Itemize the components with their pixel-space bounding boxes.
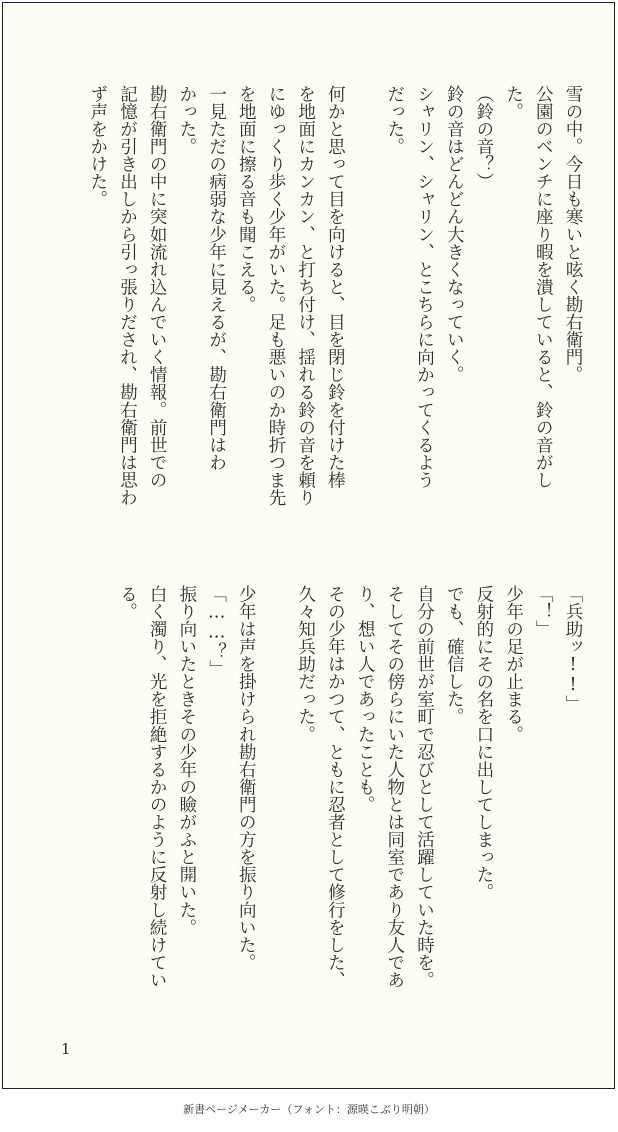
text-line: 「兵助ッ!!」: [563, 585, 583, 713]
text-line: その少年はかつて、ともに忍者として修行をした、: [325, 585, 346, 989]
text-line: 記憶が引き出しから引っ張りだされ、勘右衛門は思わ: [117, 85, 138, 507]
lower-text-block: [112, 585, 587, 1025]
text-line: [349, 85, 379, 540]
text-line: を地面に擦る音も聞こえる。: [236, 85, 257, 314]
text-line: 少年は声を掛けられ勘右衛門の方を振り向いた。: [236, 585, 257, 972]
text-line: 一見ただの病弱な少年に見えるが、勘右衛門はわ: [206, 85, 227, 472]
upper-text-block: [82, 85, 587, 540]
text-line: 勘右衛門の中に突如流れ込んでいく情報。前世での: [147, 85, 168, 489]
text-line: かった。: [176, 85, 197, 156]
text-line: 白く濁り、光を拒絶するかのように反射し続けてい: [147, 585, 168, 989]
text-line: [260, 585, 290, 1025]
text-line: る。: [117, 585, 138, 621]
text-line: 雪の中。今日も寒いと呟く勘右衛門。: [563, 85, 583, 384]
book-page: [2, 2, 615, 1089]
text-line: 「……？」: [206, 585, 227, 678]
text-line: 「！」: [533, 585, 554, 638]
text-line: 振り向いたときその少年の瞼がふと開いた。: [176, 585, 197, 936]
text-line: でも、確信した。: [444, 585, 465, 726]
text-line: そしてその傍らにいた人物とは同室であり友人であ: [384, 585, 405, 989]
text-line: 反射的にその名を口に出してしまった。: [473, 585, 494, 901]
text-line: 鈴の音はどんどん大きくなっていく。: [444, 85, 465, 384]
text-line: 少年の足が止まる。: [503, 585, 524, 743]
text-line: 自分の前世が室町で忍びとして活躍していた時を。: [414, 585, 435, 989]
text-line: り、想い人であったことも。: [355, 585, 376, 814]
text-line: シャリン、シャリン、とこちらに向かってくるよう: [414, 85, 435, 489]
text-line: 久々知兵助だった。: [295, 585, 316, 743]
page-number: 1: [61, 1040, 71, 1058]
text-line: にゆっくり歩く少年がいた。足も悪いのか時折つま先: [265, 85, 286, 507]
text-line: 公園のベンチに座り暇を潰していると、鈴の音がし: [533, 85, 554, 489]
text-line: 何かと思って目を向けると、目を閉じ鈴を付けた棒: [325, 85, 346, 489]
footer-credit: 新書ページメーカー（フォント：源暎こぶり明朝）: [183, 1103, 435, 1116]
text-line: た。: [503, 85, 524, 121]
text-line: だった。: [384, 85, 405, 156]
text-line: ず声をかけた。: [87, 85, 108, 208]
text-line: （鈴の音？）: [473, 85, 494, 191]
text-line: を地面にカンカン、と打ち付け、揺れる鈴の音を頼り: [295, 85, 316, 507]
